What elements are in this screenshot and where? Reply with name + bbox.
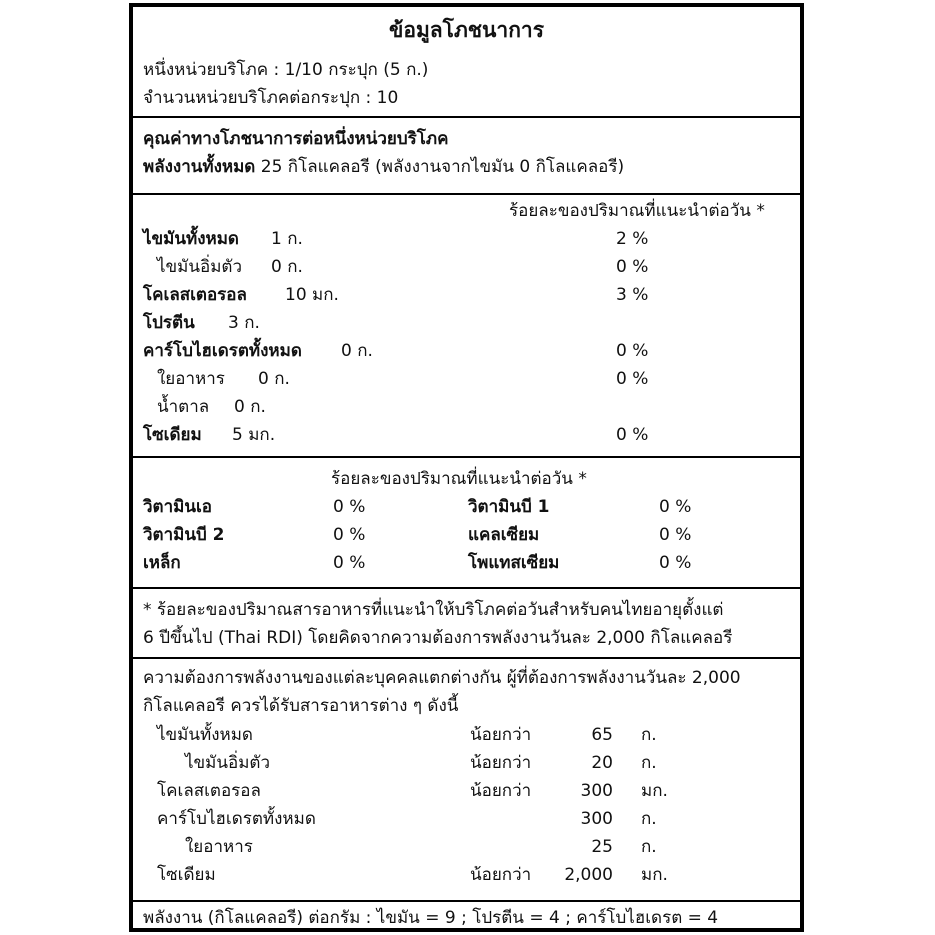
- vitamin-name: วิตามินบี 1: [468, 497, 550, 517]
- nutrient-amount: 0 ก.: [258, 369, 290, 389]
- nutrient-name: โคเลสเตอรอล: [143, 285, 247, 305]
- reference-value: 300: [580, 809, 613, 829]
- nutrient-amount: 10 มก.: [285, 285, 339, 305]
- nutrient-name: ไขมันอิ่มตัว: [157, 257, 242, 277]
- label-title: ข้อมูลโภชนาการ: [389, 18, 544, 42]
- nutrient-amount: 0 ก.: [271, 257, 303, 277]
- reference-unit: ก.: [641, 809, 657, 829]
- vitamin-name: เหล็ก: [143, 553, 181, 573]
- total-energy: [143, 156, 624, 178]
- vitamin-name: วิตามินบี 2: [143, 525, 225, 545]
- serving-size: หนึ่งหน่วยบริโภค : 1/10 กระปุก (5 ก.): [143, 60, 429, 80]
- reference-unit: ก.: [641, 837, 657, 857]
- reference-name: ไขมันทั้งหมด: [157, 725, 253, 745]
- vitamin-value: 0 %: [333, 553, 366, 573]
- footnote-line-2: 6 ปีขึ้นไป (Thai RDI) โดยคิดจากความต้องการพลังงานวันละ 2,000 กิโลแคลอรี: [143, 628, 733, 648]
- vitamin-value: 0 %: [659, 497, 692, 517]
- nutrient-name: โซเดียม: [143, 425, 202, 445]
- nutrient-amount: 1 ก.: [271, 229, 303, 249]
- nutrient-name: น้ำตาล: [157, 397, 210, 417]
- nutrient-name: ใยอาหาร: [157, 369, 225, 389]
- reference-value: 300: [580, 781, 613, 801]
- reference-value: 20: [591, 753, 613, 773]
- reference-unit: ก.: [641, 753, 657, 773]
- nutrient-dv: 3 %: [616, 285, 649, 305]
- reference-value: 2,000: [564, 865, 613, 885]
- vitamin-name: วิตามินเอ: [143, 497, 212, 517]
- footnote-line-1: * ร้อยละของปริมาณสารอาหารที่แนะนำให้บริโภคต่อวันสำหรับคนไทยอายุตั้งแต่: [143, 600, 724, 620]
- nutrient-dv: 2 %: [616, 229, 649, 249]
- nutrient-name: ไขมันทั้งหมด: [143, 229, 239, 249]
- reference-unit: มก.: [641, 781, 668, 801]
- reference-line-1: ความต้องการพลังงานของแต่ละบุคคลแตกต่างกัน ผู้ที่ต้องการพลังงานวันละ 2,000: [143, 668, 741, 688]
- reference-unit: มก.: [641, 865, 668, 885]
- nutrient-dv: 0 %: [616, 257, 649, 277]
- total-energy-value: 25 กิโลแคลอรี (พลังงานจากไขมัน 0 กิโลแคลอรี): [260, 157, 625, 177]
- per-serving-heading: คุณค่าทางโภชนาการต่อหนึ่งหน่วยบริโภค: [143, 129, 449, 149]
- nutrient-name: คาร์โบไฮเดรตทั้งหมด: [143, 341, 302, 361]
- reference-name: โซเดียม: [157, 865, 216, 885]
- vitamin-value: 0 %: [659, 553, 692, 573]
- nutrient-amount: 3 ก.: [228, 313, 260, 333]
- reference-section: [133, 659, 800, 902]
- reference-name: ใยอาหาร: [185, 837, 253, 857]
- energy-section: [133, 118, 800, 195]
- reference-name: ไขมันอิ่มตัว: [185, 753, 270, 773]
- reference-unit: ก.: [641, 725, 657, 745]
- reference-qualifier: น้อยกว่า: [470, 725, 532, 745]
- header-section: [133, 7, 800, 118]
- total-energy-label: พลังงานทั้งหมด: [143, 157, 256, 177]
- vitamins-section: [133, 458, 800, 589]
- reference-line-2: กิโลแคลอรี ควรได้รับสารอาหารต่าง ๆ ดังนี้: [143, 696, 459, 716]
- reference-qualifier: น้อยกว่า: [470, 753, 532, 773]
- nutrient-name: โปรตีน: [143, 313, 195, 333]
- vitamin-value: 0 %: [333, 525, 366, 545]
- reference-value: 25: [591, 837, 613, 857]
- reference-qualifier: น้อยกว่า: [470, 781, 532, 801]
- nutrient-dv: 0 %: [616, 341, 649, 361]
- reference-name: คาร์โบไฮเดรตทั้งหมด: [157, 809, 316, 829]
- nutrient-amount: 0 ก.: [234, 397, 266, 417]
- nutrition-facts-label: [129, 3, 804, 932]
- nutrients-dv-header: ร้อยละของปริมาณที่แนะนำต่อวัน *: [509, 201, 765, 221]
- vitamin-value: 0 %: [659, 525, 692, 545]
- reference-qualifier: น้อยกว่า: [470, 865, 532, 885]
- servings-per-container: จำนวนหน่วยบริโภคต่อกระปุก : 10: [143, 88, 399, 108]
- reference-name: โคเลสเตอรอล: [157, 781, 261, 801]
- energy-factors: พลังงาน (กิโลแคลอรี) ต่อกรัม : ไขมัน = 9 ; โปรตีน = 4 ; คาร์โบไฮเดรต = 4: [143, 908, 719, 928]
- footnote-section: [133, 589, 800, 659]
- vitamins-dv-header: ร้อยละของปริมาณที่แนะนำต่อวัน *: [331, 469, 587, 489]
- nutrient-amount: 5 มก.: [232, 425, 276, 445]
- nutrients-section: [133, 195, 800, 458]
- nutrient-dv: 0 %: [616, 369, 649, 389]
- vitamin-value: 0 %: [333, 497, 366, 517]
- reference-value: 65: [591, 725, 613, 745]
- vitamin-name: แคลเซียม: [468, 525, 540, 545]
- nutrient-amount: 0 ก.: [341, 341, 373, 361]
- nutrient-dv: 0 %: [616, 425, 649, 445]
- vitamin-name: โพแทสเซียม: [468, 553, 560, 573]
